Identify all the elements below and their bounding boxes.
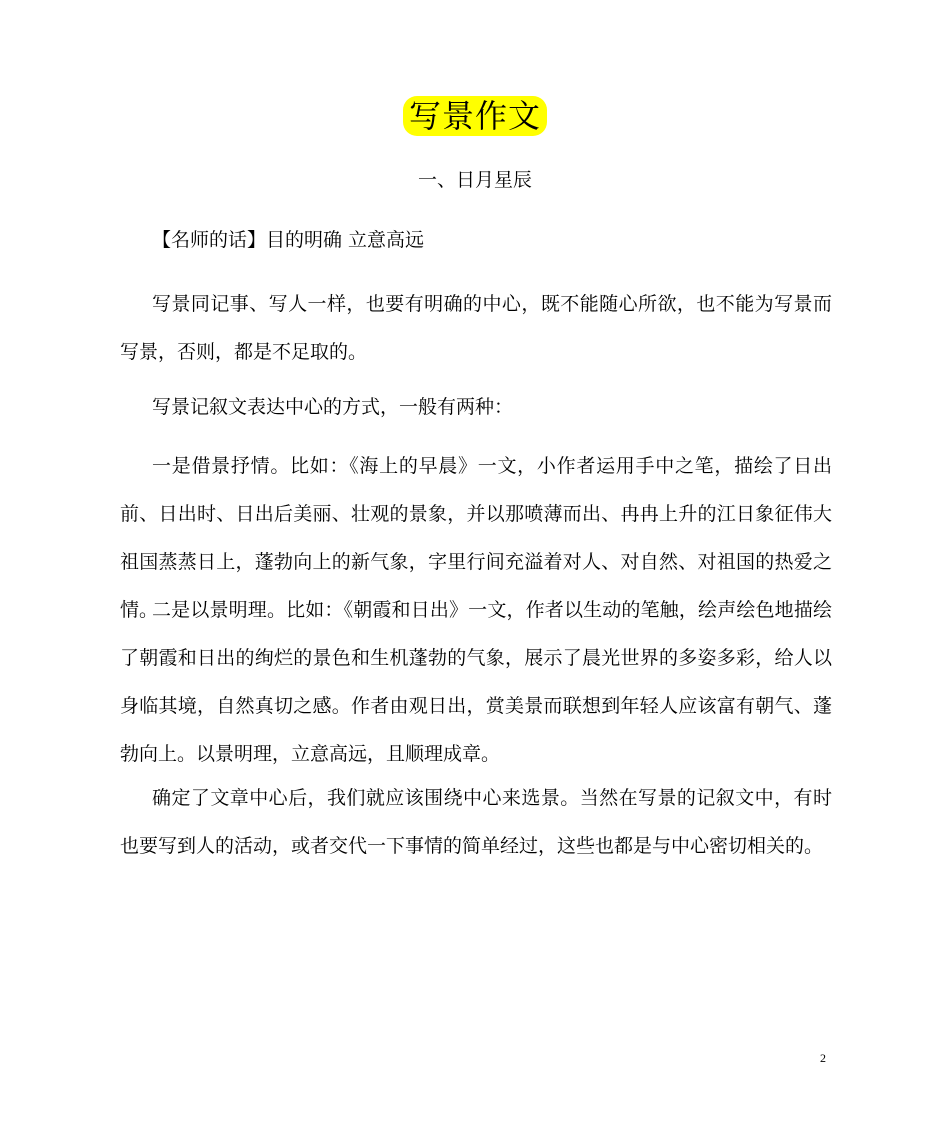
teacher-comment-heading: 【名师的话】目的明确 立意高远 <box>152 229 425 251</box>
paragraph-2: 写景记叙文表达中心的方式，一般有两种： <box>152 396 514 418</box>
page-number: 2 <box>820 1051 826 1065</box>
paragraph-3: 一是借景抒情。比如：《海上的早晨》一文，小作者运用手中之笔，描绘了日出前、日出时、日出后美丽、壮观的景象，并以那喷薄而出、冉冉上升的江日象征伟大祖国蒸蒸日上，蓬勃向上的新气象，字里行间充溢着对人、对自然、对祖国的热爱之情。 <box>120 455 832 621</box>
page-title: 写景作文 <box>403 96 547 136</box>
title-wrapper <box>0 96 950 136</box>
paragraph-1: 写景同记事、写人一样，也要有明确的中心，既不能随心所欲，也不能为写景而写景，否则，都是不足取的。 <box>120 293 832 363</box>
paragraph-4: 二是以景明理。比如：《朝霞和日出》一文，作者以生动的笔触，绘声绘色地描绘了朝霞和日出的绚烂的景色和生机蓬勃的气象，展示了晨光世界的多姿多彩，给人以身临其境，自然真切之感。作者由观日出，赏美景而联想到年轻人应该富有朝气、蓬勃向上。以景明理，立意高远，且顺理成章。 <box>120 599 832 765</box>
paragraph-5: 确定了文章中心后，我们就应该围绕中心来选景。当然在写景的记叙文中，有时也要写到人的活动，或者交代一下事情的简单经过，这些也都是与中心密切相关的。 <box>120 787 832 857</box>
section-heading: 一、日月星辰 <box>417 169 532 191</box>
